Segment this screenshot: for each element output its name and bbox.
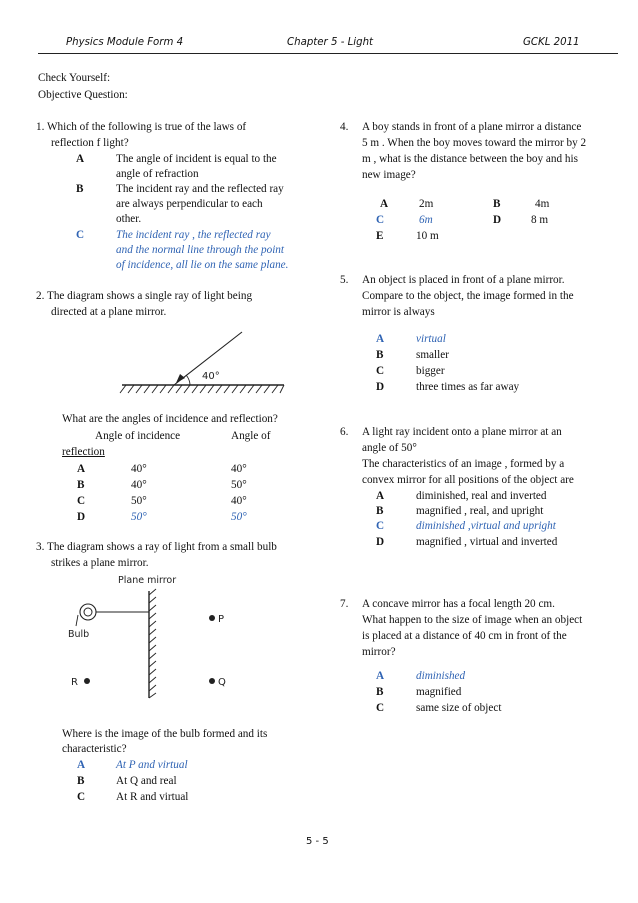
q5-option-letter: B [376, 349, 384, 361]
q1-option-text: other. [116, 213, 142, 225]
q4-option-letter: A [380, 198, 389, 210]
point-q-label: Q [218, 677, 226, 688]
q2-stem: directed at a plane mirror. [51, 306, 167, 318]
q7-option-text: magnified [416, 686, 462, 698]
q6-stem: The characteristics of an image , formed by a [362, 458, 565, 470]
q2-mirror-diagram [118, 328, 288, 396]
q5-option-letter: D [376, 381, 385, 393]
q4-option-letter: C [376, 214, 385, 226]
q2-question: What are the angles of incidence and reflection? [62, 413, 278, 425]
q6-stem: A light ray incident onto a plane mirror at an [362, 426, 562, 438]
q7-option-letter: A [376, 670, 385, 682]
q4-option-text: 8 m [531, 214, 549, 226]
q6-answer-text: diminished ,virtual and upright [416, 520, 556, 532]
q6-option-letter: D [376, 536, 385, 548]
q3-question: characteristic? [62, 743, 127, 755]
q2-answer-reflection: 50° [231, 511, 247, 523]
q1-option-text: The incident ray and the reflected ray [116, 183, 284, 195]
q7-option-letter: B [376, 686, 384, 698]
q4-answer-text: 6m [419, 214, 433, 226]
q4-option-letter: E [376, 230, 384, 242]
q4-number: 4. [340, 121, 349, 133]
q2-answer-incidence: 50° [131, 511, 147, 523]
check-yourself-heading: Check Yourself: [38, 72, 111, 84]
q2-incidence-value: 40° [131, 463, 147, 475]
q6-option-text: magnified , real, and upright [416, 505, 544, 517]
point-q-dot [209, 678, 215, 684]
point-r-dot [84, 678, 90, 684]
q5-stem: Compare to the object, the image formed in the [362, 290, 574, 302]
q2-incidence-value: 40° [131, 479, 147, 491]
plane-mirror-label: Plane mirror [118, 575, 177, 586]
q4-option-text: 4m [535, 198, 550, 210]
q4-stem: 5 m . When the boy moves toward the mirror by 2 [362, 137, 587, 149]
q2-reflection-value: 40° [231, 463, 247, 475]
q4-stem: new image? [362, 169, 416, 181]
q3-stem: 3. The diagram shows a ray of light from a small bulb [36, 541, 277, 553]
header-rule [38, 53, 618, 54]
q1-option-text: angle of refraction [116, 168, 199, 180]
q1-option-text: The angle of incident is equal to the [116, 153, 277, 165]
q3-stem: strikes a plane mirror. [51, 557, 149, 569]
q7-answer-text: diminished [416, 670, 466, 682]
q3-option-text: At R and virtual [116, 791, 189, 803]
q4-option-letter: D [493, 214, 502, 226]
q2-option-letter: B [77, 479, 85, 491]
ray-arrowhead [176, 374, 185, 383]
header-chapter: Chapter 5 - Light [287, 37, 374, 48]
point-p-dot [209, 615, 215, 621]
q3-option-letter: C [77, 791, 86, 803]
q2-option-letter: C [77, 495, 86, 507]
q5-option-text: smaller [416, 349, 449, 361]
header-school: GCKL 2011 [523, 37, 580, 48]
bulb-label: Bulb [68, 629, 90, 640]
q6-number: 6. [340, 426, 349, 438]
q4-option-letter: B [493, 198, 501, 210]
q4-stem: A boy stands in front of a plane mirror a distance [362, 121, 582, 133]
q1-option-letter: C [76, 229, 85, 241]
q1-option-letter: B [76, 183, 84, 195]
q6-option-letter: C [376, 520, 385, 532]
q1-answer-text: of incidence, all lie on the same plane. [116, 259, 289, 271]
q5-answer-text: virtual [416, 333, 446, 345]
q5-option-letter: A [376, 333, 385, 345]
mirror-hatching [149, 589, 156, 698]
bulb-pointer [76, 615, 78, 626]
point-r-label: R [71, 677, 78, 688]
angle-arc [186, 375, 190, 385]
angle-label: 40° [202, 371, 220, 382]
q5-option-letter: C [376, 365, 385, 377]
q2-stem: 2. The diagram shows a single ray of light being [36, 290, 253, 302]
q6-stem: convex mirror for all positions of the object are [362, 474, 574, 486]
q5-stem: mirror is always [362, 306, 435, 318]
q1-answer-text: and the normal line through the point [116, 244, 285, 256]
point-p-label: P [218, 614, 225, 625]
q3-bulb-mirror-diagram [62, 573, 252, 703]
q6-option-text: magnified , virtual and inverted [416, 536, 558, 548]
q6-option-text: diminished, real and inverted [416, 490, 547, 502]
q2-col-incidence: Angle of incidence [95, 430, 181, 442]
q4-option-text: 10 m [416, 230, 439, 242]
q7-number: 7. [340, 598, 349, 610]
bulb-icon [80, 604, 96, 620]
q7-stem: What happen to the size of image when an object [362, 614, 583, 626]
q4-stem: m , what is the distance between the boy and his [362, 153, 578, 165]
q2-col-reflection: Angle of [231, 430, 271, 442]
q4-option-text: 2m [419, 198, 434, 210]
q1-option-letter: A [76, 153, 85, 165]
q1-option-text: are always perpendicular to each [116, 198, 263, 210]
q2-incidence-value: 50° [131, 495, 147, 507]
q1-stem: reflection f light? [51, 137, 129, 149]
q3-option-letter: B [77, 775, 85, 787]
q7-stem: A concave mirror has a focal length 20 cm. [362, 598, 555, 610]
header-title: Physics Module Form 4 [66, 37, 184, 48]
q7-option-letter: C [376, 702, 385, 714]
q2-reflection-value: 40° [231, 495, 247, 507]
q6-option-letter: A [376, 490, 385, 502]
q1-answer-text: The incident ray , the reflected ray [116, 229, 271, 241]
q5-option-text: bigger [416, 365, 445, 377]
q2-col-reflection-cont: reflection [62, 446, 105, 458]
q3-answer-text: At P and virtual [116, 759, 188, 771]
q6-option-letter: B [376, 505, 384, 517]
q7-stem: mirror? [362, 646, 396, 658]
q6-stem: angle of 50° [362, 442, 417, 454]
q7-option-text: same size of object [416, 702, 502, 714]
q2-option-letter: A [77, 463, 86, 475]
q7-stem: is placed at a distance of 40 cm in front of the [362, 630, 567, 642]
q2-reflection-value: 50° [231, 479, 247, 491]
q1-stem: 1. Which of the following is true of the laws of [36, 121, 247, 133]
mirror-hatching [120, 385, 284, 393]
q3-option-text: At Q and real [116, 775, 177, 787]
page-number: 5 - 5 [306, 836, 329, 847]
q3-question: Where is the image of the bulb formed and its [62, 728, 268, 740]
q5-stem: An object is placed in front of a plane mirror. [362, 274, 565, 286]
objective-question-heading: Objective Question: [38, 89, 128, 101]
q5-option-text: three times as far away [416, 381, 520, 393]
q2-option-letter: D [77, 511, 86, 523]
q3-option-letter: A [77, 759, 86, 771]
q5-number: 5. [340, 274, 349, 286]
